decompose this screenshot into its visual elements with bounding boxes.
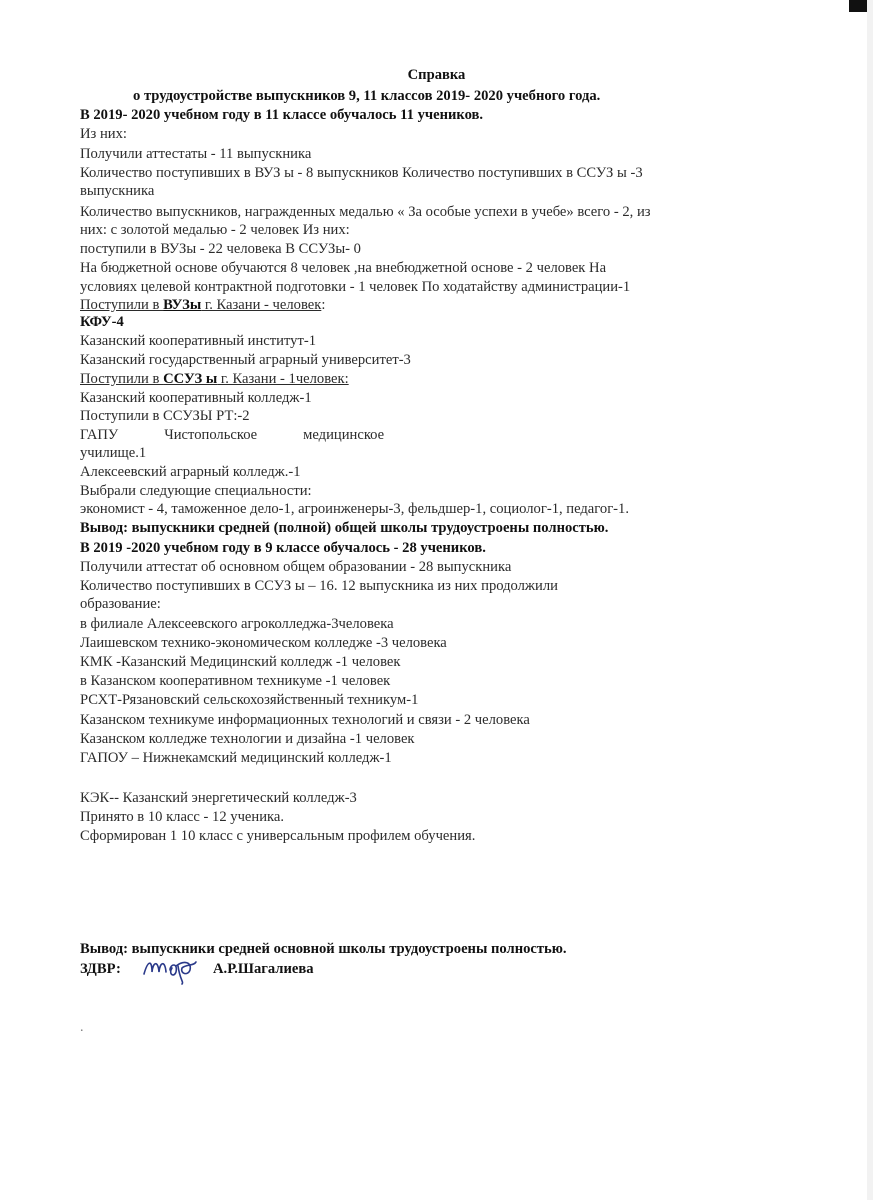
grade9-admitted-line1: Количество поступивших в ССУЗ ы – 16. 12 выпускника из них продолжили [80,578,558,594]
grade9-college-item: КМК -Казанский Медицинский колледж -1 человек [80,654,401,670]
university-item: Казанский государственный аграрный университет-3 [80,352,411,368]
gapu-word2: Чистопольское [164,427,258,443]
universities-heading-pre: Поступили в [80,297,164,313]
universities-heading-post: г. Казани - человек [201,297,322,313]
grade11-medal-line2: них: с золотой медалью - 2 человек Из них: [80,222,350,238]
signature-name: А.Р.Шагалиева [213,961,314,977]
grade9-admitted-line2: образование: [80,596,161,612]
gapu-word3: медицинское [303,427,385,443]
grade9-college-item: РСХТ-Рязановский сельскохозяйственный техникум-1 [80,692,419,708]
college-item: Казанский кооперативный колледж-1 [80,390,312,406]
handwritten-signature [140,952,198,986]
universities-heading-bold: ВУЗы [163,297,202,313]
colleges-heading-pre: Поступили в [80,371,164,387]
college-item: Поступили в ССУЗЫ РТ:-2 [80,408,250,424]
colleges-heading [80,371,349,388]
gapu-line [80,427,384,444]
grade11-admitted-line2: выпускника [80,183,155,199]
scan-edge [867,0,873,1200]
grade11-of-them: Из них: [80,126,127,142]
gapu-line2: училище.1 [80,445,147,461]
grade9-formed: Сформирован 1 10 класс с универсальным профилем обучения. [80,828,476,844]
grade9-kek: КЭК-- Казанский энергетический колледж-3 [80,790,357,806]
university-item: КФУ-4 [80,314,124,330]
grade11-conclusion: Вывод: выпускники средней (полной) общей школы трудоустроены полностью. [80,520,609,536]
grade11-medal-line1: Количество выпускников, награжденных медалью « За особые успехи в учебе» всего - 2, из [80,204,651,220]
university-item: Казанский кооперативный институт-1 [80,333,316,349]
colleges-heading-post: г. Казани - 1человек: [217,371,349,387]
grade9-conclusion: Вывод: выпускники средней основной школы трудоустроены полностью. [80,941,567,957]
grade11-budget-line2: условиях целевой контрактной подготовки - 1 человек По ходатайству администрации-1 [80,279,631,295]
grade9-college-item: Казанском техникуме информационных технологий и связи - 2 человека [80,712,530,728]
grade9-certificates: Получили аттестат об основном общем образовании - 28 выпускника [80,559,512,575]
grade9-college-item: в филиале Алексеевского агроколледжа-3человека [80,616,394,632]
page-subtitle: о трудоустройстве выпускников 9, 11 классов 2019- 2020 учебного года. [133,88,601,104]
footer-mark: . [80,1020,84,1035]
page-title: Справка [407,67,466,83]
signature-role: ЗДВР: [80,961,121,977]
grade9-college-item: Казанском колледже технологии и дизайна -1 человек [80,731,415,747]
grade9-college-item: в Казанском кооперативном техникуме -1 человек [80,673,391,689]
grade11-entered: поступили в ВУЗы - 22 человека В ССУЗы- 0 [80,241,361,257]
grade11-certificates: Получили аттестаты - 11 выпускника [80,146,312,162]
grade9-accepted-10: Принято в 10 класс - 12 ученика. [80,809,285,825]
grade11-admitted-line1: Количество поступивших в ВУЗ ы - 8 выпускников Количество поступивших в ССУЗ ы -3 [80,165,643,181]
universities-heading-colon: : [321,297,326,313]
gapu-word1: ГАПУ [80,427,119,443]
grade9-intro: В 2019 -2020 учебном году в 9 классе обучалось - 28 учеников. [80,540,486,556]
alekseevsky-college: Алексеевский аграрный колледж.-1 [80,464,301,480]
specialties-intro: Выбрали следующие специальности: [80,483,312,499]
grade11-intro: В 2019- 2020 учебном году в 11 классе обучалось 11 учеников. [80,107,484,123]
grade11-budget-line1: На бюджетной основе обучаются 8 человек ,на внебюджетной основе - 2 человек На [80,260,607,276]
grade9-college-item: Лаишевском технико-экономическом колледже -3 человека [80,635,447,651]
universities-heading [80,297,325,314]
grade9-college-item: ГАПОУ – Нижнекамский медицинский колледж-1 [80,750,392,766]
colleges-heading-bold: ССУЗ ы [163,371,218,387]
specialties-list: экономист - 4, таможенное дело-1, агроинженеры-3, фельдшер-1, социолог-1, педагог-1. [80,501,629,517]
